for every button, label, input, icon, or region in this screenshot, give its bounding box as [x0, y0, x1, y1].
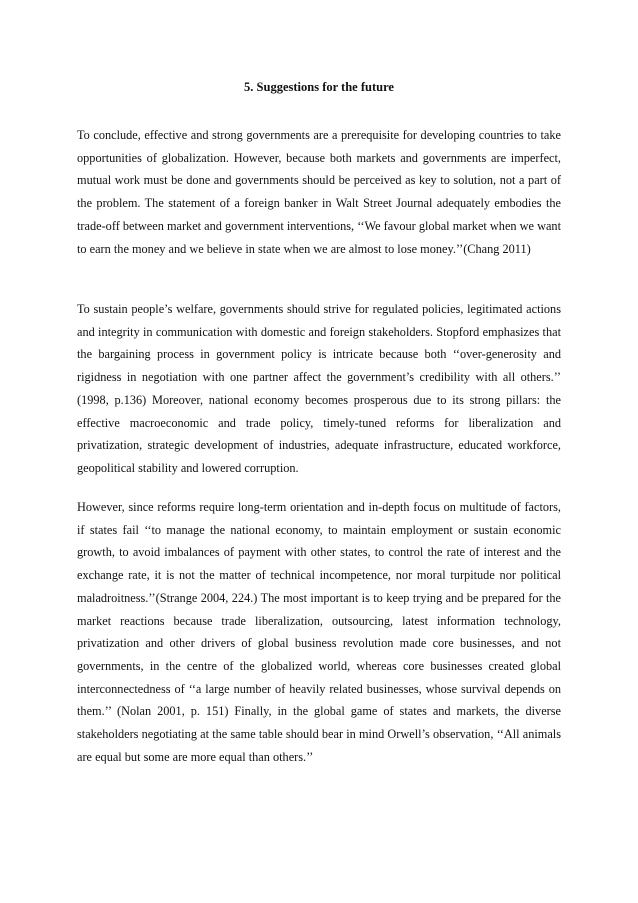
section-heading: 5. Suggestions for the future — [244, 80, 394, 94]
paragraph-welfare: To sustain people’s welfare, governments should strive for regulated policies, legitimated actions and integrity in communication with domestic and foreign stakeholders. Stopford emphasizes that the bargaining process in government policy is intricate because both ‘‘over-generosity and rigidness in negotiation with one partner affect the government’s credibility with all others.’’ (1998, p.136) Moreover, national economy becomes prosperous due to its strong pillars: the effective macroeconomic and trade policy, timely-tuned reforms for liberalization and privatization, strategic development of industries, adequate infrastructure, educated workforce, geopolitical stability and lowered corruption. — [77, 302, 561, 475]
paragraph-conclusion: To conclude, effective and strong governments are a prerequisite for developing countries to take opportunities of globalization. However, because both markets and governments are imperfect, mutual work must be done and governments should be perceived as key to solution, not a part of the problem. The statement of a foreign banker in Walt Street Journal adequately embodies the trade-off between market and government interventions, ‘‘We favour global market when we want to earn the money and we believe in state when we are almost to lose money.’’(Chang 2011) — [77, 128, 561, 256]
paragraph-reforms: However, since reforms require long-term orientation and in-depth focus on multitude of factors, if states fail ‘‘to manage the national economy, to maintain employment or sustain economic growth, to avoid imbalances of payment with other states, to control the rate of interest and the exchange rate, it is not the matter of technical incompetence, nor moral turpitude nor political maladroitness.’’(Strange 2004, 224.) The most important is to keep trying and be prepared for the market reactions because trade liberalization, outsourcing, latest information technology, privatization and other drivers of global business revolution made core businesses, and not governments, in the centre of the globalized world, whereas core businesses created global interconnectedness of ‘‘a large number of heavily related businesses, whose survival depends on them.’’ (Nolan 2001, p. 151) Finally, in the global game of states and markets, the diverse stakeholders negotiating at the same table should bear in mind Orwell’s observation, ‘‘All animals are equal but some are more equal than others.’’ — [77, 500, 561, 764]
